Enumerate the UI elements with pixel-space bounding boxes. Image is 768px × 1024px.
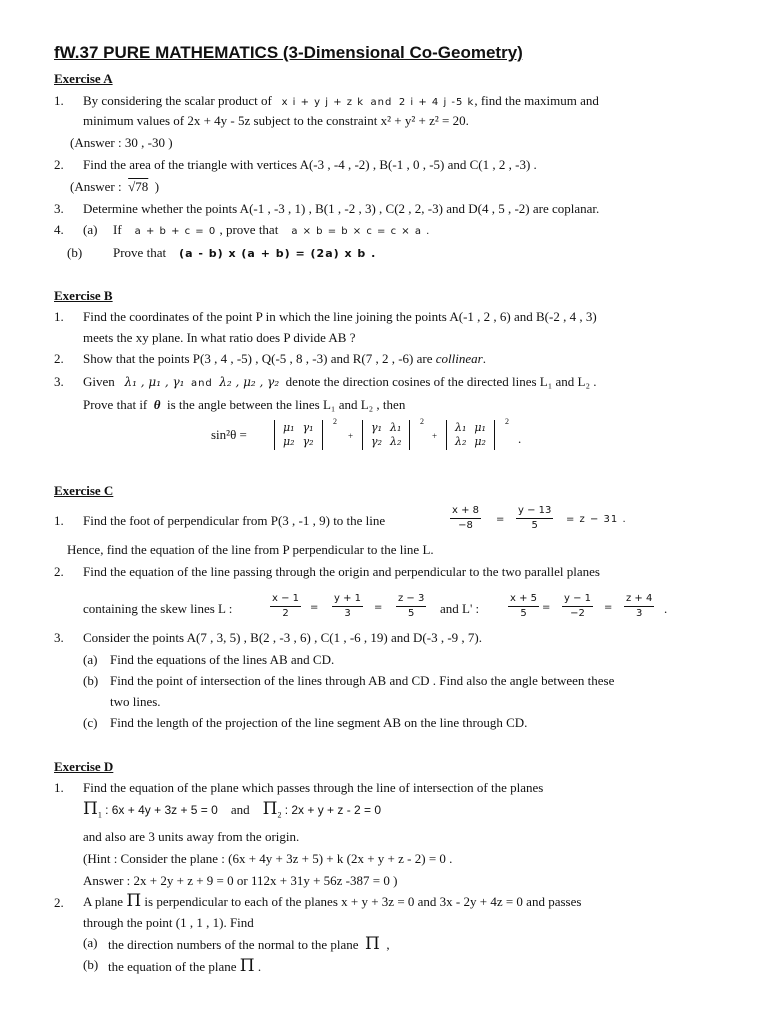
- a2-text: Find the area of the triangle with vertices A(-3 , -4 , -2) , B(-1 , 0 , -5) and C(1 , 2 , -3) .: [83, 157, 537, 172]
- c2-l2-frac-z: $\frac{z + 4}{3}$: [626, 593, 653, 619]
- exercise-c-heading: Exercise C: [54, 483, 114, 498]
- c2-l1-eq-1: =: [310, 602, 320, 613]
- c1-frac-2: $\frac{y - 13}{5}$: [518, 505, 552, 531]
- d1-number: 1.: [54, 780, 64, 795]
- a4a-label: (a): [83, 222, 98, 237]
- c3a-text: Find the equations of the lines AB and CD.: [110, 652, 335, 667]
- a2-number: 2.: [54, 157, 64, 172]
- b3-sq-3: 2: [505, 417, 509, 426]
- c1-number: 1.: [54, 513, 64, 528]
- d2-number: 2.: [54, 895, 64, 910]
- d2b-label: (b): [83, 957, 99, 972]
- c3a-label: (a): [83, 652, 98, 667]
- c1-eq: =: [496, 514, 506, 525]
- c2-and: and L' :: [440, 601, 480, 616]
- a4-number: 4.: [54, 222, 64, 237]
- b3-plus-2: +: [432, 431, 438, 441]
- b3-formula-lhs: sin²θ =: [211, 427, 247, 442]
- b3-line2: Prove that if θ is the angle between the lines L₁ and L₂ , then: [83, 397, 406, 412]
- a1-text: By considering the scalar product of x i + y j + z k and 2 i + 4 j -5 k, find the maximum and: [83, 93, 599, 108]
- c2-l1-frac-z: $\frac{z - 3}{5}$: [398, 593, 425, 619]
- c2-number: 2.: [54, 564, 64, 579]
- b3-sq-2: 2: [420, 417, 424, 426]
- c3b-line2: two lines.: [110, 694, 161, 709]
- d2a-text: the direction numbers of the normal to the plane Π ,: [108, 934, 390, 954]
- b3-det-3: λ₁ μ₁ λ₂ μ₂: [446, 420, 495, 450]
- c2-l2-eq-1: =: [542, 602, 552, 613]
- c1-text: Find the foot of perpendicular from P(3 , -1 , 9) to the line: [83, 513, 386, 528]
- d1-line1: Find the equation of the plane which passes through the line of intersection of the planes: [83, 780, 544, 795]
- b3-number: 3.: [54, 374, 64, 389]
- a4b-text: Prove that (a - b) x (a + b) = (2a) x b .: [113, 245, 377, 260]
- b3-det-1: μ₁ γ₁ μ₂ γ₂: [274, 420, 323, 450]
- c2-l1-eq-2: =: [374, 602, 384, 613]
- c2-pre: containing the skew lines L :: [83, 601, 233, 616]
- b3-plus-1: +: [348, 431, 354, 441]
- c2-end: .: [664, 601, 668, 616]
- c1-tail: = z − 31 .: [566, 514, 627, 525]
- a4b-label: (b): [67, 245, 83, 260]
- d1-answer: Answer : 2x + 2y + z + 9 = 0 or 112x + 31y + 56z -387 = 0 ): [83, 873, 398, 888]
- exercise-a-heading: Exercise A: [54, 71, 113, 86]
- a3-number: 3.: [54, 201, 64, 216]
- a1-number: 1.: [54, 93, 64, 108]
- c2-l1-frac-y: $\frac{y + 1}{3}$: [334, 593, 362, 619]
- c2-l2-frac-x: $\frac{x + 5}{5}$: [510, 593, 538, 619]
- d1-hint: (Hint : Consider the plane : (6x + 4y + 3z + 5) + k (2x + y + z - 2) = 0 .: [83, 851, 453, 866]
- c3b-label: (b): [83, 673, 99, 688]
- b1-line2: meets the xy plane. In what ratio does P divide AB ?: [83, 330, 356, 345]
- c2-l1-frac-x: $\frac{x - 1}{2}$: [272, 593, 300, 619]
- d2b-text: the equation of the plane Π .: [108, 956, 262, 976]
- b1-line1: Find the coordinates of the point P in which the line joining the points A(-1 , 2 , 6) and B(-2 , 4 , 3): [83, 309, 597, 324]
- d1-line3: and also are 3 units away from the origin.: [83, 829, 300, 844]
- b2-number: 2.: [54, 351, 64, 366]
- d1-planes: $\Pi_1$ : 6x + 4y + 3z + 5 = 0 and $\Pi_2$ : 2x + y + z - 2 = 0: [83, 799, 382, 820]
- b3-sq-1: 2: [333, 417, 337, 426]
- b3-end-dot: .: [518, 431, 522, 446]
- exercise-d-heading: Exercise D: [54, 759, 114, 774]
- d2-line1: A plane Π is perpendicular to each of the planes x + y + 3z = 0 and 3x - 2y + 4z = 0 and passes: [83, 891, 582, 911]
- b3-det-2: γ₁ λ₁ γ₂ λ₂: [362, 420, 410, 450]
- c3b-line1: Find the point of intersection of the lines through AB and CD . Find also the angle between these: [110, 673, 615, 688]
- a3-text: Determine whether the points A(-1 , -3 , 1) , B(1 , -2 , 3) , C(2 , 2, -3) and D(4 , 5 , -2) are coplanar.: [83, 201, 600, 216]
- c1-frac-1: $\frac{x + 8}{-8}$: [452, 505, 480, 531]
- c3c-label: (c): [83, 715, 98, 730]
- page-title: fW.37 PURE MATHEMATICS (3-Dimensional Co-Geometry): [54, 43, 523, 62]
- a4a-text: If a + b + c = 0 , prove that a × b = b × c = c × a .: [113, 222, 431, 237]
- a1-line2: minimum values of 2x + 4y - 5z subject to the constraint x² + y² + z² = 20.: [83, 113, 469, 128]
- a1-answer: (Answer : 30 , -30 ): [70, 135, 173, 150]
- c3-number: 3.: [54, 630, 64, 645]
- c3-text: Consider the points A(7 , 3, 5) , B(2 , -3 , 6) , C(1 , -6 , 19) and D(-3 , -9 , 7).: [83, 630, 482, 645]
- b1-number: 1.: [54, 309, 64, 324]
- c2-line1: Find the equation of the line passing through the origin and perpendicular to the two parallel planes: [83, 564, 600, 579]
- c1-hence: Hence, find the equation of the line from P perpendicular to the line L.: [67, 542, 434, 557]
- d2-line2: through the point (1 , 1 , 1). Find: [83, 915, 254, 930]
- a2-answer: (Answer : √78 ): [70, 179, 160, 194]
- b3-line1: Given λ₁ , μ₁ , γ₁ and λ₂ , μ₂ , γ₂ denote the direction cosines of the directed lines L₁ and L₂ .: [83, 374, 597, 389]
- d2a-label: (a): [83, 935, 98, 950]
- b2-text: Show that the points P(3 , 4 , -5) , Q(-5 , 8 , -3) and R(7 , 2 , -6) are collinear.: [83, 351, 486, 366]
- c2-l2-eq-2: =: [604, 602, 614, 613]
- c3c-text: Find the length of the projection of the line segment AB on the line through CD.: [110, 715, 528, 730]
- exercise-b-heading: Exercise B: [54, 288, 113, 303]
- c2-l2-frac-y: $\frac{y - 1}{-2}$: [564, 593, 592, 619]
